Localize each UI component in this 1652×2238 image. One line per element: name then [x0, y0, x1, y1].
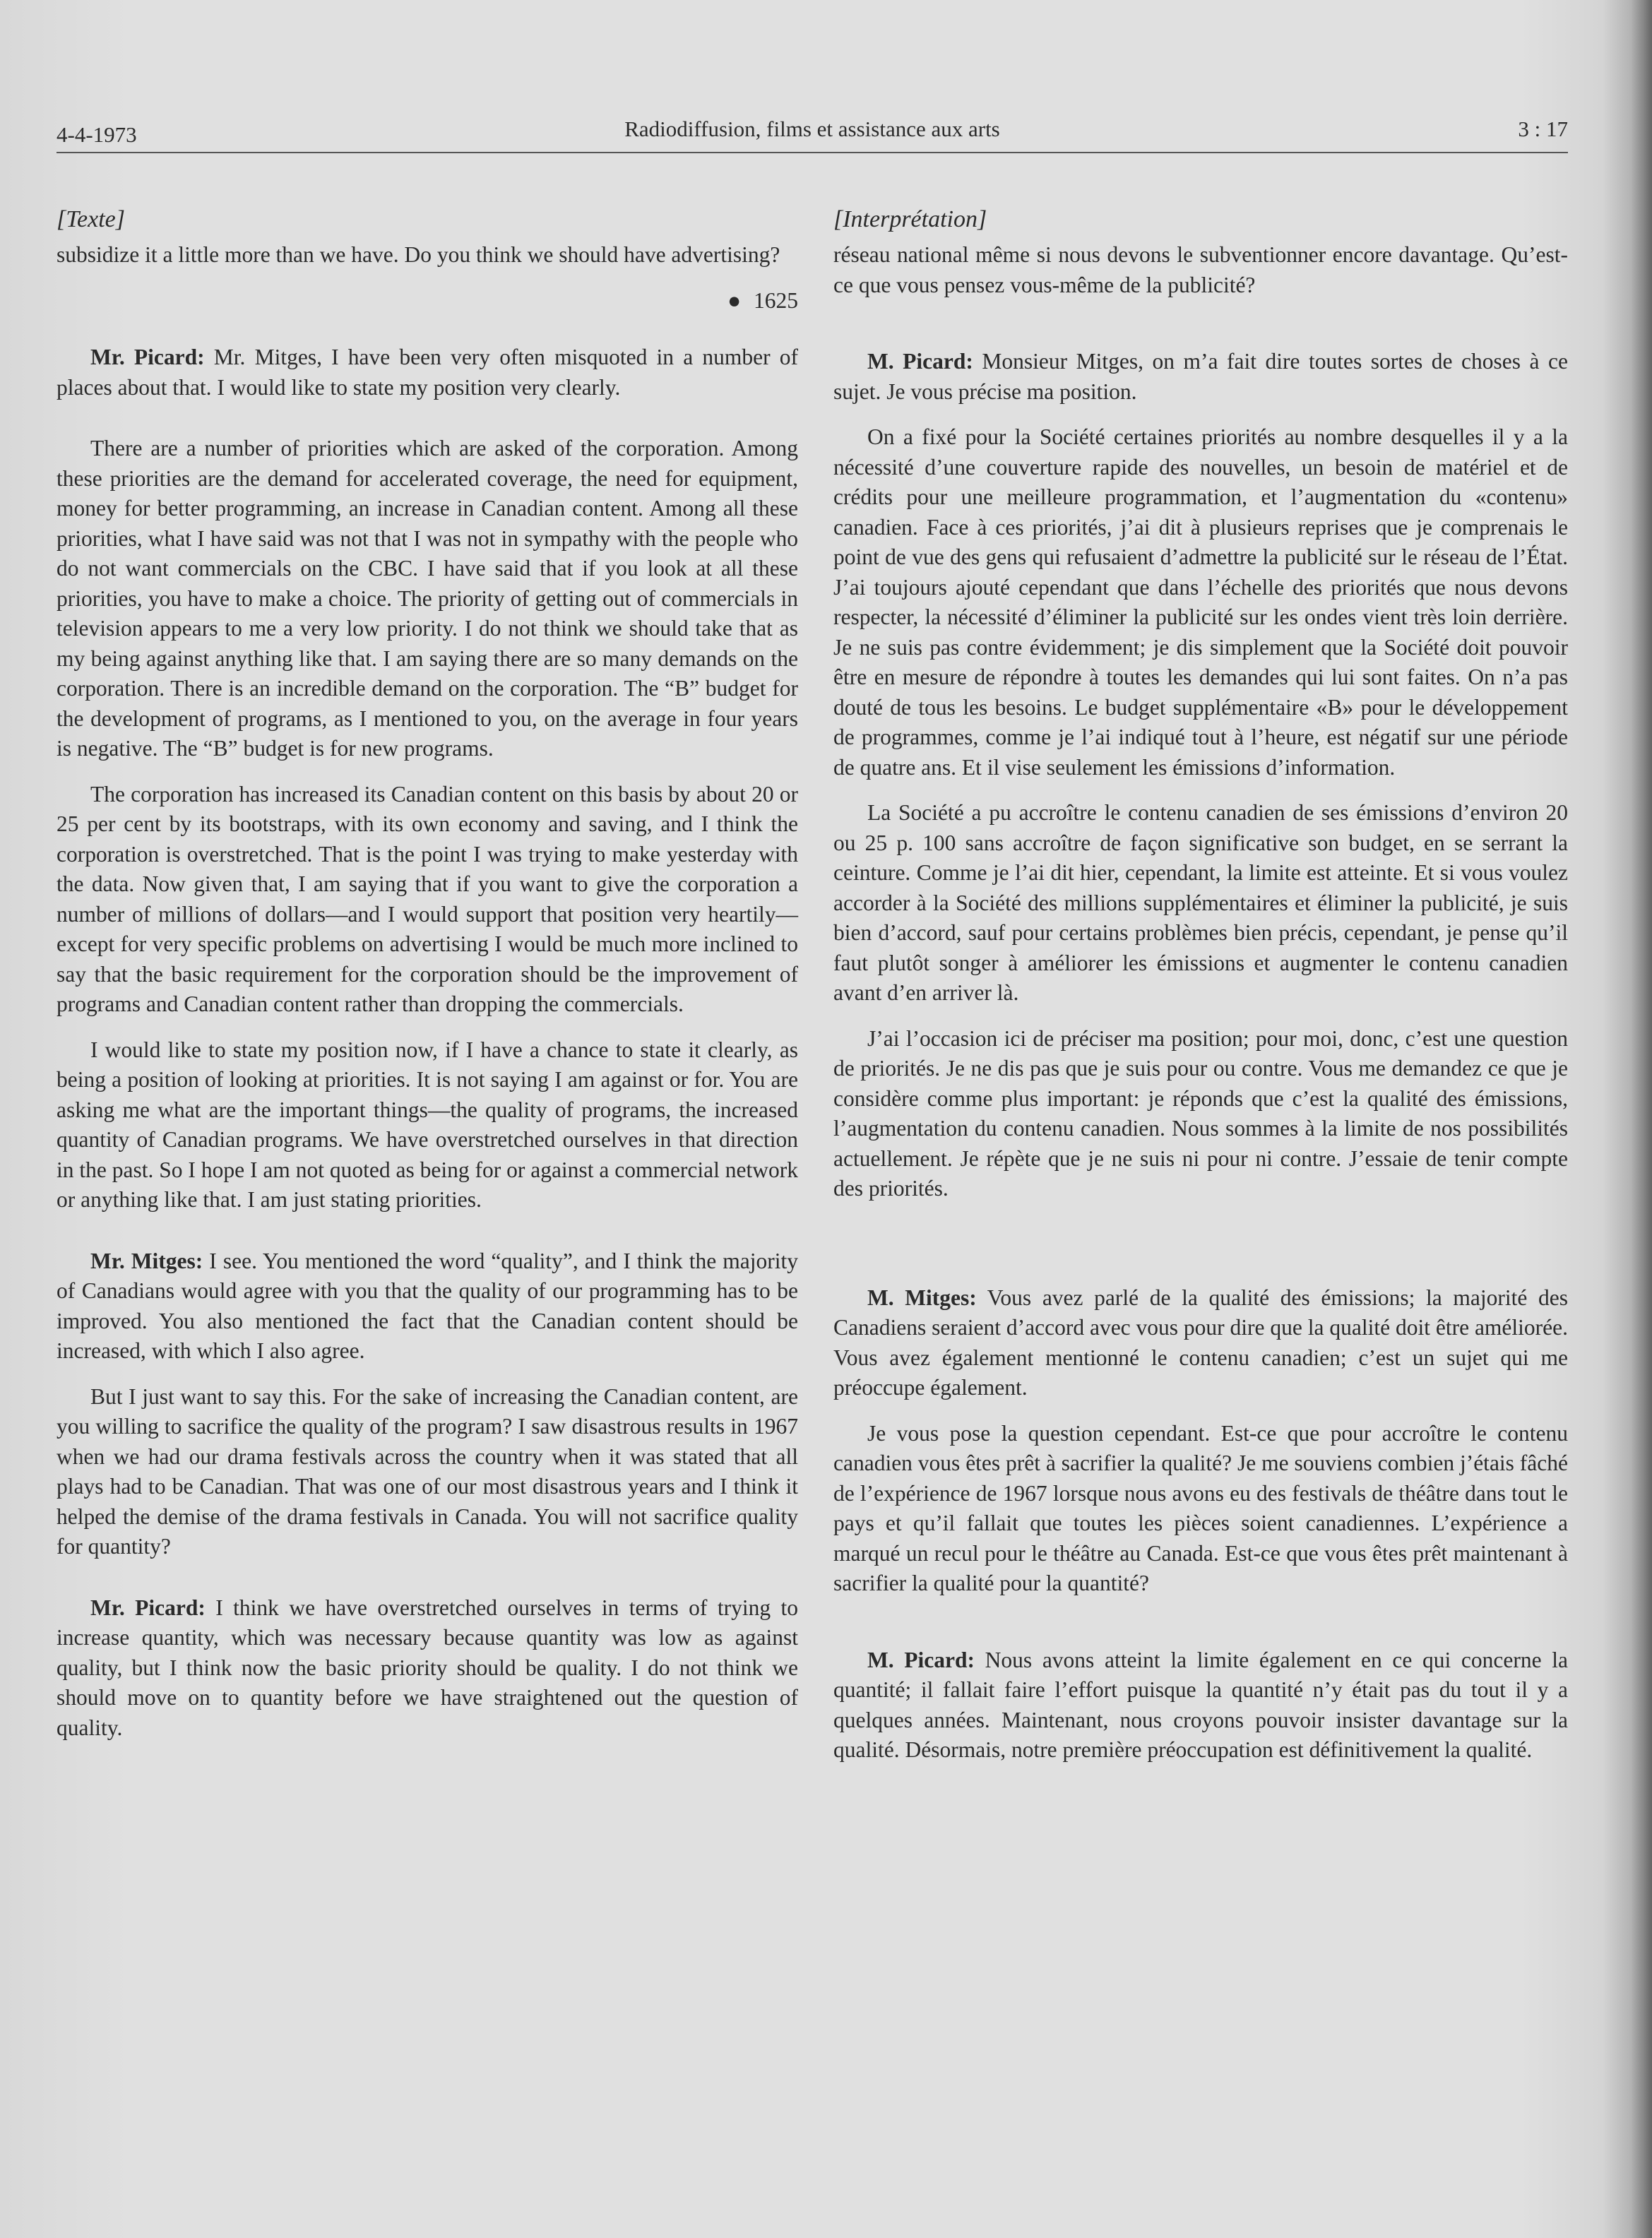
paragraph: [57, 1593, 798, 1744]
spacer: [833, 1614, 1568, 1645]
spacer: [833, 1220, 1568, 1283]
spacer: [833, 316, 1568, 347]
paragraph: réseau national même si nous devons le subventionner encore davantage. Qu’est-ce que vous pensez vous-même de la publicité?: [833, 242, 1568, 297]
running-header: [57, 117, 1568, 153]
speaker-name: Mr. Picard:: [90, 1595, 206, 1620]
timestamp: [57, 286, 798, 316]
timestamp-value: 1625: [754, 287, 798, 313]
speech-text: Monsieur Mitges, on m’a fait dire toutes sortes de choses à ce sujet. Je vous précise ma position.: [833, 349, 1568, 404]
speech-text: Nous avons atteint la limite également en ce qui concerne la quantité; il fallait faire l’effort puisque la quantité n’y était pas du tout il y a quelques années. Maintenant, nous croyons pouvoir insister davantage sur la qualité. Désormais, notre première préoccupation est définitivement la qualité.: [833, 1647, 1568, 1762]
header-page-number: 3 : 17: [1518, 117, 1568, 141]
page-edge-shadow: [1631, 0, 1652, 2238]
column-english: [57, 205, 798, 1758]
paragraph: [57, 343, 798, 403]
spacer: [57, 1578, 798, 1593]
speaker-name: M. Picard:: [867, 349, 973, 374]
paragraph: J’ai l’occasion ici de préciser ma position; pour moi, donc, c’est une question de priorités. Je ne dis pas que je suis pour ou contre. Vous me demandez ce que je considère comme plus important: je réponds que c’est la qualité des émissions, l’augmentation du contenu canadien. Nous sommes à la limite de nos possibilités actuellement. Je répète que je ne suis ni pour ni contre. J’essaie de tenir compte des priorités.: [833, 1025, 1568, 1201]
speech-text: I see. You mentioned the word “quality”, and I think the majority of Canadians would agree with you that the quality of our programming has to be improved. You also mentioned the fact that the Canadian content should be increased, with which I also agree.: [57, 1248, 798, 1363]
spacer: [57, 418, 798, 434]
paragraph: [833, 347, 1568, 407]
paragraph: I would like to state my position now, if I have a chance to state it clearly, as being a position of looking at priorities. It is not saying I am against or for. You are asking me what are the important things—the quality of programs, the increased quantity of Canadian programs. We have overstretched ourselves in that direction in the past. So I hope I am not quoted as being for or against a commercial network or anything like that. I am just stating priorities.: [57, 1037, 798, 1212]
paragraph: Je vous pose la question cependant. Est-ce que pour accroître le contenu canadien vous êtes prêt à sacrifier la qualité? Je me souviens combien j’étais fâché de l’expérience de 1967 lorsque nous avons eu des festivals de théâtre dans tout le pays et qu’il fallait que toutes les pièces soient canadiennes. L’expérience a marqué un recul pour le théâtre au Canada. Est-ce que vous êtes prêt maintenant à sacrifier la qualité pour la quantité?: [833, 1420, 1568, 1595]
language-label-english: [Texte]: [57, 206, 125, 232]
speaker-name: M. Mitges:: [867, 1285, 977, 1310]
spacer: [57, 1231, 798, 1246]
language-label-text: Texte: [66, 206, 116, 232]
speaker-name: M. Picard:: [867, 1647, 975, 1672]
speech-text: Vous avez parlé de la qualité des émissions; la majorité des Canadiens seraient d’accord avec vous pour dire que la qualité doit être améliorée. Vous avez également mentionné le contenu canadien; c’est un sujet qui me préoccupe également.: [833, 1285, 1568, 1400]
language-label-text: Interprétation: [843, 206, 977, 232]
speaker-name: Mr. Mitges:: [90, 1248, 203, 1273]
paragraph: subsidize it a little more than we have. Do you think we should have advertising?: [57, 242, 780, 267]
paragraph: [833, 1645, 1568, 1766]
speech-text: I think we have overstretched ourselves in terms of trying to increase quantity, which was necessary because quantity was low as against quality, but I think now the basic priority should be quality. I do not think we should move on to quantity before we have straightened out the question of quality.: [57, 1595, 798, 1740]
speaker-name: Mr. Picard:: [90, 345, 205, 369]
speech-text: Mr. Mitges, I have been very often misquoted in a number of places about that. I would like to state my position very clearly.: [57, 345, 798, 400]
paragraph: But I just want to say this. For the sake of increasing the Canadian content, are you willing to sacrifice the quality of the program? I saw disastrous results in 1967 when we had our drama festivals across the country when it was stated that all plays had to be Canadian. That was one of our most disastrous years and I think it helped the demise of the drama festivals in Canada. You will not sacrifice quality for quantity?: [57, 1383, 798, 1559]
header-title: Radiodiffusion, films et assistance aux arts: [624, 117, 1000, 141]
paragraph: [833, 1283, 1568, 1403]
language-label-french: [Interprétation]: [833, 206, 987, 232]
bullet-icon: ●: [727, 287, 741, 313]
paragraph: On a fixé pour la Société certaines priorités au nombre desquelles il y a la nécessité d’une couverture rapide des nouvelles, un besoin de matériel et de crédits pour une meilleure programmation, et l’augmentation du «contenu» canadien. Face à ces priorités, j’ai dit à plusieurs reprises que je comprenais le point de vue des gens qui refusaient d’admettre la publicité sur le réseau de l’État. J’ai toujours ajouté cependant que dans l’échelle des priorités que nous devons respecter, la nécessité d’éliminer la publicité sur les ondes vient très loin derrière. Je ne suis pas contre évidemment; je dis simplement que la Société doit pouvoir être en mesure de répondre à toutes les demandes qui lui sont faites. On n’a pas douté de tous les besoins. Le budget supplémentaire «B» pour le développement de programmes, comme je l’ai indiqué tout à l’heure, est négatif sur une période de quatre ans. Et il vise seulement les émissions d’information.: [833, 424, 1568, 780]
paragraph: [57, 1246, 798, 1367]
paragraph: There are a number of priorities which are asked of the corporation. Among these priorities are the demand for accelerated coverage, the need for equipment, money for better programming, an increase in Canadian content. Among all these priorities, what I have said was not that I was not in sympathy with the people who do not want commercials on the CBC. I have said that if you look at all these priorities, you have to make a choice. The priority of getting out of commercials in television appears to me a very low priority. I do not think we should take that as my being against anything like that. I am saying there are so many demands on the corporation. There is an incredible demand on the corporation. The “B” budget for the development of programs, as I mentioned to you, on the average in four years is negative. The “B” budget is for new programs.: [57, 436, 798, 761]
header-date: 4-4-1973: [57, 122, 137, 147]
paragraph: La Société a pu accroître le contenu canadien de ses émissions d’environ 20 ou 25 p. 100 sans accroître de façon significative son budget, en se serrant la ceinture. Comme je l’ai dit hier, cependant, la limite est atteinte. Et si vous voulez accorder à la Société des millions supplémentaires et éliminer la publicité, je suis bien d’accord, sauf pour certains problèmes bien précis, cependant, je pense qu’il faut plutôt songer à améliorer les émissions et augmenter le contenu canadien avant d’en arriver là.: [833, 800, 1568, 1005]
column-french: [833, 205, 1568, 1781]
paragraph: The corporation has increased its Canadian content on this basis by about 20 or 25 per cent by its bootstraps, with its own economy and saving, and I think the corporation is overstretched. That is the point I was trying to make yesterday with the data. Now given that, I am saying that if you want to give the corporation a number of millions of dollars—and I would support that position very heartily—except for very specific problems on advertising I would be much more inclined to say that the basic requirement for the corporation should be the improvement of programs and Canadian content rather than dropping the commercials.: [57, 781, 798, 1016]
